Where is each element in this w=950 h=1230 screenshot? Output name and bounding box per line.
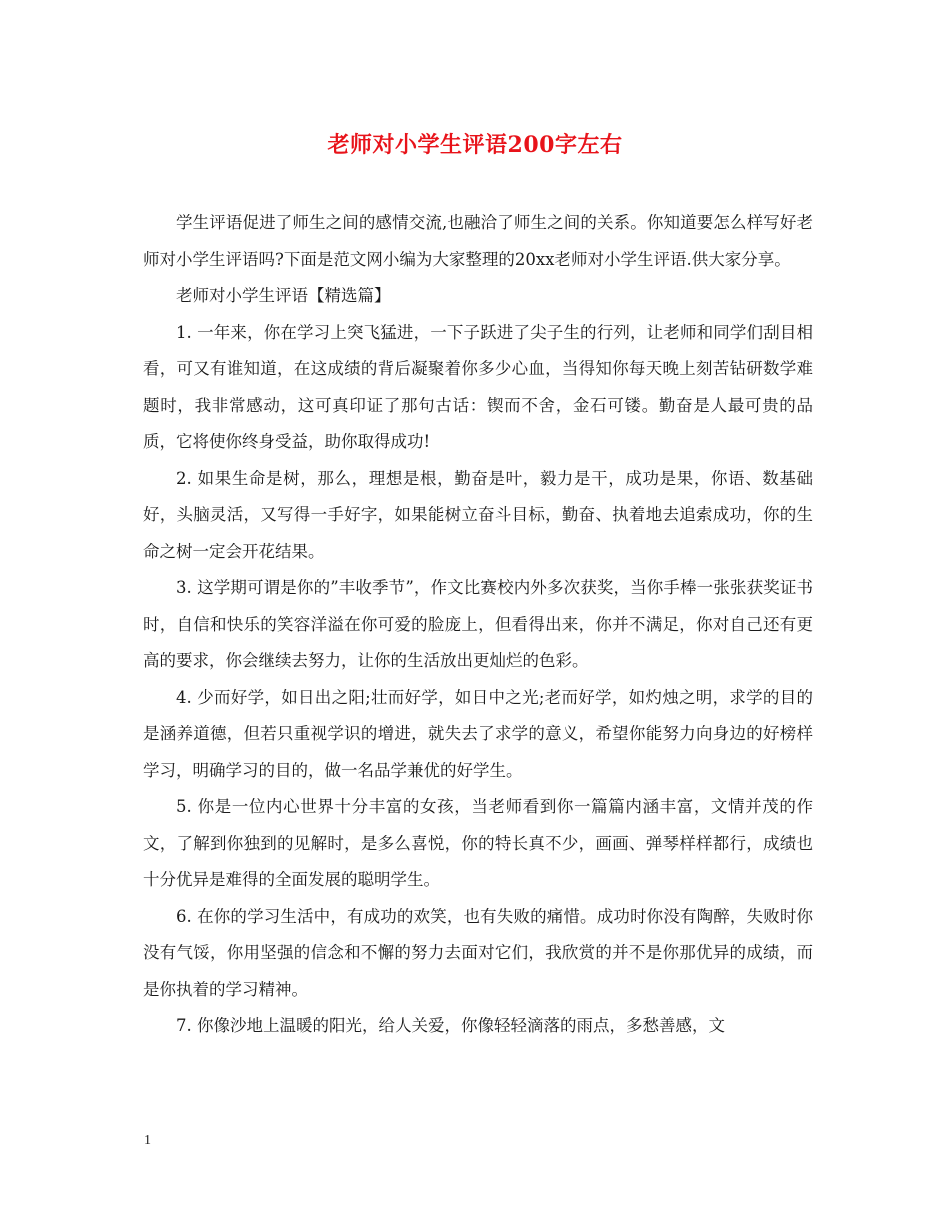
- section-heading: 老师对小学生评语【精选篇】: [176, 286, 391, 305]
- page-number: 1: [144, 1133, 151, 1148]
- comment-paragraph-6: 6. 在你的学习生活中，有成功的欢笑，也有失败的痛惜。成功时你没有陶醉，失败时你没有气馁，你用坚强的信念和不懈的努力去面对它们，我欣赏的并不是你那优异的成绩，而是你执着的学习精神。: [143, 906, 813, 999]
- comment-paragraph-4: 4. 少而好学，如日出之阳;壮而好学，如日中之光;老而好学，如灼烛之明，求学的目的是涵养道德，但若只重视学识的增进，就失去了求学的意义，希望你能努力向身边的好榜样学习，明确学习的目的，做一名品学兼优的好学生。: [143, 687, 813, 780]
- document-title: 老师对小学生评语200字左右: [327, 132, 623, 158]
- comment-paragraph-3: 3. 这学期可谓是你的”丰收季节”，作文比赛校内外多次获奖，当你手棒一张张获奖证书时，自信和快乐的笑容洋溢在你可爱的脸庞上，但看得出来，你并不满足，你对自己还有更高的要求，你会继续去努力，让你的生活放出更灿烂的色彩。: [143, 578, 813, 670]
- comment-paragraph-7: 7. 你像沙地上温暖的阳光，给人关爱，你像轻轻滴落的雨点，多愁善感，文: [176, 1016, 725, 1035]
- intro-paragraph: 学生评语促进了师生之间的感情交流,也融洽了师生之间的关系。你知道要怎么样写好老师对小学生评语吗?下面是范文网小编为大家整理的20xx老师对小学生评语.供大家分享。: [143, 213, 813, 269]
- document-body: [143, 205, 813, 1045]
- comment-paragraph-1: 1. 一年来，你在学习上突飞猛进，一下子跃进了尖子生的行列，让老师和同学们刮目相看，可又有谁知道，在这成绩的背后凝聚着你多少心血，当得知你每天晚上刻苦钻研数学难题时，我非常感动，这可真印证了那句古话：锲而不舍，金石可镂。勤奋是人最可贵的品质，它将使你终身受益，助你取得成功!: [143, 322, 813, 451]
- comment-paragraph-5: 5. 你是一位内心世界十分丰富的女孩，当老师看到你一篇篇内涵丰富，文情并茂的作文，了解到你独到的见解时，是多么喜悦，你的特长真不少，画画、弹琴样样都行，成绩也十分优异是难得的全面发展的聪明学生。: [143, 797, 813, 889]
- comment-paragraph-2: 2. 如果生命是树，那么，理想是根，勤奋是叶，毅力是干，成功是果，你语、数基础好，头脑灵活，又写得一手好字，如果能树立奋斗目标，勤奋、执着地去追索成功，你的生命之树一定会开花结果。: [143, 468, 813, 561]
